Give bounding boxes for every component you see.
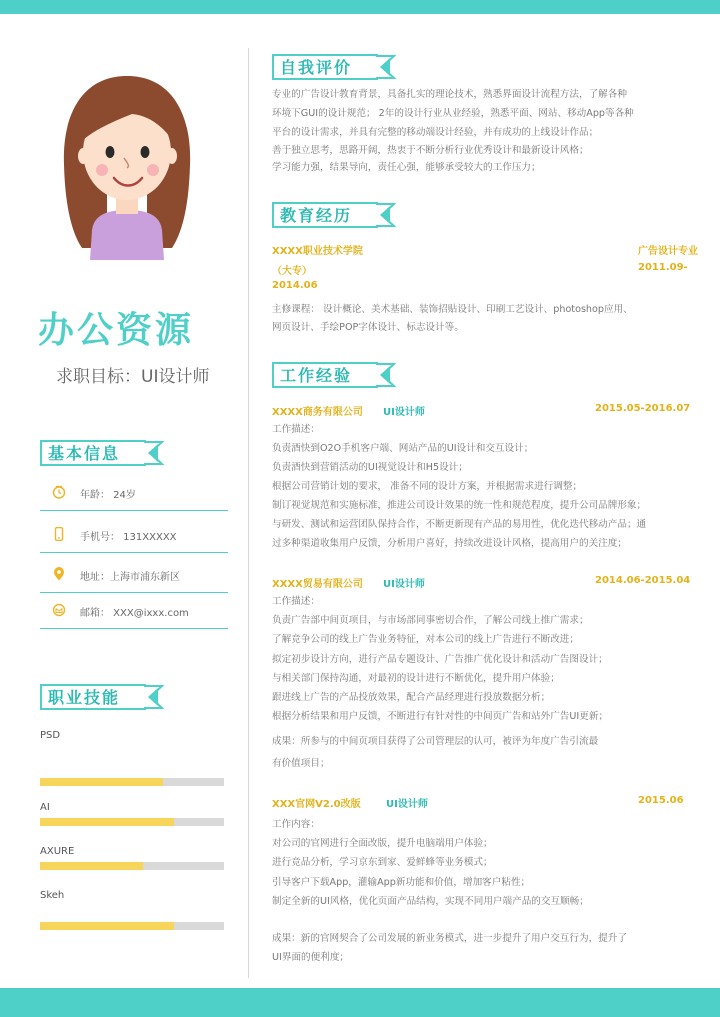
section-title-work — [272, 362, 392, 386]
skill-bar-psd — [40, 778, 224, 786]
education-degree: （大专） — [272, 266, 312, 277]
job-line: 与相关部门保持沟通，对最初的设计进行不断优化，提升用户体验； — [272, 673, 560, 684]
job-role: UI设计师 — [386, 799, 428, 810]
skill-fill — [40, 778, 163, 786]
basic-info-heading: 基本信息 — [48, 444, 121, 463]
section-title-basic-info — [40, 440, 160, 464]
job-company: XXXX贸易有限公司 — [272, 579, 363, 590]
job-line: 根据分析结果和用户反馈，不断进行有针对性的中间页广告和站外广告UI更新； — [272, 711, 609, 722]
job-role: UI设计师 — [383, 579, 425, 590]
job-line: 负责酒快到O2O手机客户端、网站产品的UI设计和交互设计； — [272, 443, 534, 454]
info-row-email — [40, 594, 228, 629]
education-courses-line: 主修课程： 设计概论、美术基础、装饰招贴设计、印刷工艺设计、photoshop应用、 — [272, 304, 633, 315]
education-date-start: 2011.09- — [638, 262, 688, 273]
self-eval-line: 善于独立思考，思路开阔，热衷于不断分析行业优秀设计和最新设计风格； — [272, 145, 589, 156]
job-date: 2015.06 — [638, 795, 684, 806]
skill-bar-ai — [40, 818, 224, 826]
candidate-name: 办公资源 — [38, 310, 195, 351]
column-divider — [248, 48, 249, 978]
job-line: 根据公司营销计划的要求， 准备不同的设计方案，并根据需求进行调整； — [272, 481, 583, 492]
job-line: 工作描述： — [272, 596, 320, 607]
job-line: 引导客户下载App，灌输App新功能和价值，增加客户粘性； — [272, 877, 531, 888]
self-eval-line: 专业的广告设计教育背景，具备扎实的理论技术，熟悉界面设计流程方法，了解各种 — [272, 89, 627, 100]
self-eval-line: 平台的设计需求，并具有完整的移动端设计经验，并有成功的上线设计作品； — [272, 127, 599, 138]
avatar — [52, 70, 202, 260]
address-label: 地址：上海市浦东新区 — [80, 572, 180, 583]
info-row-phone — [40, 518, 228, 553]
ribbon-arrow-icon — [376, 54, 396, 80]
skill-name-skeh: Skeh — [40, 890, 65, 901]
job-line: 了解竞争公司的线上广告业务特征，对本公司的线上广告进行不断改进； — [272, 634, 579, 645]
skill-name-psd: PSD — [40, 730, 61, 741]
job-line: 负责广告部中间页项目，与市场部同事密切合作，了解公司线上推广需求； — [272, 615, 589, 626]
job-line: 负责酒快到营销活动的UI视觉设计和H5设计； — [272, 462, 468, 473]
self-eval-line: 环境下GUI的设计规范； 2年的设计行业从业经验，熟悉平面、网站、移动App等各种 — [272, 108, 634, 119]
job-line: 成果：所参与的中间页项目获得了公司管理层的认可，被评为年度广告引流最 — [272, 736, 599, 747]
job-line: 进行竞品分析，学习京东到家、爱鲜蜂等业务模式； — [272, 857, 493, 868]
job-company: XXX官网V2.0改版 — [272, 799, 361, 810]
skill-bar-axure — [40, 862, 224, 870]
skill-fill — [40, 818, 174, 826]
job-line: UI界面的便利度； — [272, 952, 350, 963]
job-line: 跟进线上广告的产品投放效果，配合产品经理进行投放数据分析； — [272, 692, 551, 703]
job-target: 求职目标：UI设计师 — [56, 367, 210, 387]
skill-fill — [40, 922, 174, 930]
skill-fill — [40, 862, 143, 870]
education-courses-line: 网页设计、手绘POP字体设计、标志设计等。 — [272, 322, 464, 333]
job-line: 制定全新的UI风格，优化页面产品结构，实现不同用户端产品的交互顺畅； — [272, 896, 589, 907]
education-school: XXXX职业技术学院 — [272, 246, 363, 257]
skills-heading: 职业技能 — [48, 688, 121, 707]
section-title-education — [272, 202, 392, 226]
skill-name-axure: AXURE — [40, 846, 75, 857]
skill-name-ai: AI — [40, 802, 50, 813]
age-label: 年龄： 24岁 — [80, 490, 136, 501]
job-line: 有价值项目； — [272, 758, 330, 769]
job-line: 工作内容： — [272, 819, 320, 830]
education-major: 广告设计专业 — [638, 246, 698, 257]
phone-label: 手机号： 131XXXXX — [80, 532, 177, 543]
self-eval-heading: 自我评价 — [280, 58, 353, 77]
email-label: 邮箱： XXX@ixxx.com — [80, 608, 189, 619]
job-line: 制订视觉规范和实施标准，推进公司设计效果的统一性和规范程度，提升公司品牌形象； — [272, 500, 647, 511]
ribbon-arrow-icon — [376, 202, 396, 228]
job-company: XXXX商务有限公司 — [272, 407, 363, 418]
info-row-age — [40, 476, 228, 511]
education-heading: 教育经历 — [280, 206, 353, 225]
email-icon — [52, 603, 66, 617]
job-role: UI设计师 — [383, 407, 425, 418]
location-icon — [52, 567, 66, 581]
job-line: 工作描述： — [272, 424, 320, 435]
ribbon-arrow-icon — [144, 684, 164, 710]
ribbon-arrow-icon — [376, 362, 396, 388]
ribbon-arrow-icon — [144, 440, 164, 466]
job-line: 成果：新的官网契合了公司发展的新业务模式，进一步提升了用户交互行为，提升了 — [272, 933, 627, 944]
skill-bar-skeh — [40, 922, 224, 930]
job-line: 过多种渠道收集用户反馈，分析用户喜好，持续改进设计风格，提高用户的关注度； — [272, 538, 627, 549]
top-accent-bar — [0, 0, 720, 14]
job-date: 2014.06-2015.04 — [595, 575, 691, 586]
education-date-end: 2014.06 — [272, 280, 318, 291]
job-line: 拟定初步设计方向，进行产品专题设计、广告推广优化设计和活动广告图设计； — [272, 654, 608, 665]
self-eval-line: 学习能力强，结果导向，责任心强，能够承受较大的工作压力； — [272, 162, 541, 173]
job-line: 与研发、测试和运营团队保持合作，不断更新现有产品的易用性，优化迭代移动产品；通 — [272, 519, 647, 530]
clock-icon — [52, 485, 66, 499]
section-title-self-eval — [272, 54, 392, 78]
job-line: 对公司的官网进行全面改版，提升电脑端用户体验； — [272, 838, 493, 849]
phone-icon — [52, 527, 66, 541]
job-date: 2015.05-2016.07 — [595, 403, 691, 414]
bottom-accent-bar — [0, 988, 720, 1017]
info-row-address — [40, 558, 228, 593]
section-title-skills — [40, 684, 160, 708]
work-heading: 工作经验 — [280, 366, 353, 385]
